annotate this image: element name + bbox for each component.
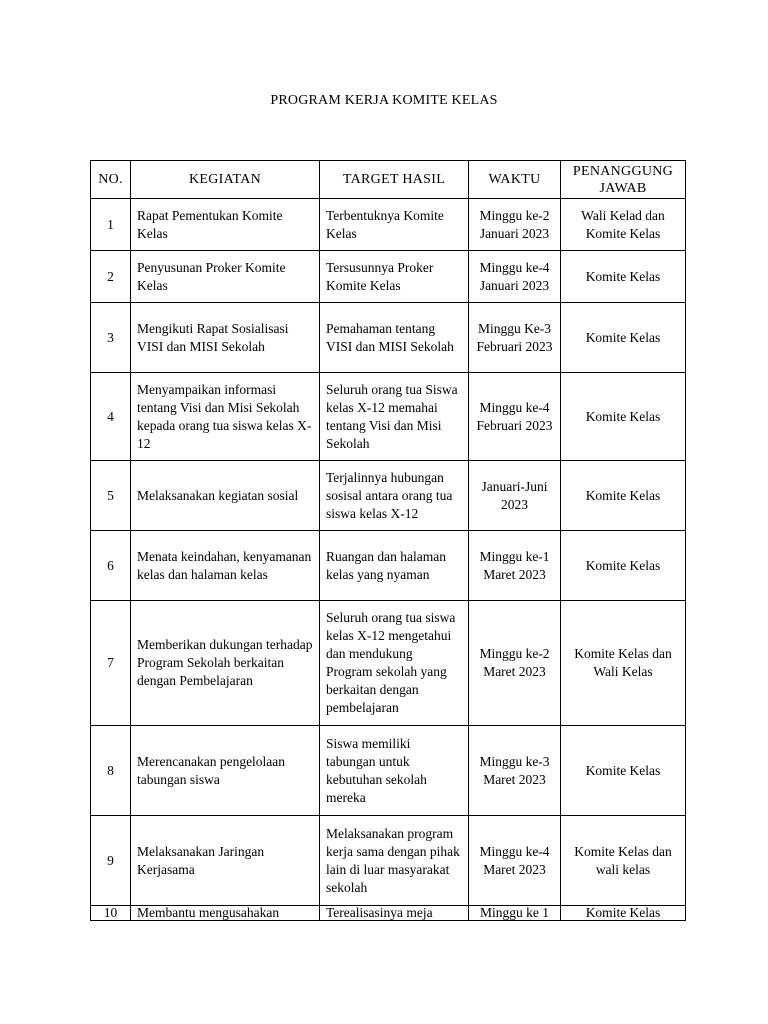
header-target: TARGET HASIL	[320, 161, 469, 199]
cell-penanggung: Komite Kelas	[561, 251, 686, 303]
table-row	[91, 461, 686, 531]
cell-target: Terealisasinya meja	[320, 906, 469, 921]
table-row	[91, 601, 686, 726]
cell-no: 1	[91, 199, 131, 251]
header-penanggung: PENANGGUNG JAWAB	[561, 161, 686, 199]
table-row	[91, 199, 686, 251]
cell-waktu: Minggu Ke-3 Februari 2023	[469, 303, 561, 373]
cell-target: Seluruh orang tua siswa kelas X-12 mengetahui dan mendukung Program sekolah yang berkaitan dengan pembelajaran	[320, 601, 469, 726]
cell-kegiatan: Mengikuti Rapat Sosialisasi VISI dan MISI Sekolah	[131, 303, 320, 373]
cell-waktu: Minggu ke-2 Maret 2023	[469, 601, 561, 726]
cell-kegiatan: Melaksanakan kegiatan sosial	[131, 461, 320, 531]
cell-kegiatan: Menyampaikan informasi tentang Visi dan Misi Sekolah kepada orang tua siswa kelas X-12	[131, 373, 320, 461]
cell-waktu: Minggu ke-4 Maret 2023	[469, 816, 561, 906]
cell-waktu: Minggu ke-4 Februari 2023	[469, 373, 561, 461]
cell-target: Melaksanakan program kerja sama dengan pihak lain di luar masyarakat sekolah	[320, 816, 469, 906]
header-no: NO.	[91, 161, 131, 199]
cell-target: Terjalinnya hubungan sosisal antara orang tua siswa kelas X-12	[320, 461, 469, 531]
cell-waktu: Minggu ke-1 Maret 2023	[469, 531, 561, 601]
cell-kegiatan: Penyusunan Proker Komite Kelas	[131, 251, 320, 303]
cell-target: Ruangan dan halaman kelas yang nyaman	[320, 531, 469, 601]
cell-penanggung: Komite Kelas	[561, 906, 686, 921]
table-row	[91, 816, 686, 906]
table-row	[91, 303, 686, 373]
cell-no: 9	[91, 816, 131, 906]
cell-waktu: Minggu ke-3 Maret 2023	[469, 726, 561, 816]
cell-target: Tersusunnya Proker Komite Kelas	[320, 251, 469, 303]
table-row	[91, 726, 686, 816]
header-kegiatan: KEGIATAN	[131, 161, 320, 199]
cell-no: 6	[91, 531, 131, 601]
cell-target: Pemahaman tentang VISI dan MISI Sekolah	[320, 303, 469, 373]
cell-no: 8	[91, 726, 131, 816]
cell-kegiatan: Menata keindahan, kenyamanan kelas dan halaman kelas	[131, 531, 320, 601]
cell-waktu: Minggu ke-4 Januari 2023	[469, 251, 561, 303]
cell-no: 7	[91, 601, 131, 726]
cell-penanggung: Komite Kelas	[561, 373, 686, 461]
cell-penanggung: Wali Kelad dan Komite Kelas	[561, 199, 686, 251]
program-table	[90, 160, 686, 921]
cell-waktu: Minggu ke 1	[469, 906, 561, 921]
cell-kegiatan: Memberikan dukungan terhadap Program Sekolah berkaitan dengan Pembelajaran	[131, 601, 320, 726]
cell-waktu: Januari-Juni 2023	[469, 461, 561, 531]
cell-no: 10	[91, 906, 131, 921]
table-row	[91, 373, 686, 461]
cell-waktu: Minggu ke-2 Januari 2023	[469, 199, 561, 251]
cell-penanggung: Komite Kelas dan Wali Kelas	[561, 601, 686, 726]
cell-no: 3	[91, 303, 131, 373]
cell-penanggung: Komite Kelas	[561, 531, 686, 601]
cell-no: 5	[91, 461, 131, 531]
cell-penanggung: Komite Kelas dan wali kelas	[561, 816, 686, 906]
table-row	[91, 251, 686, 303]
cell-target: Seluruh orang tua Siswa kelas X-12 memahai tentang Visi dan Misi Sekolah	[320, 373, 469, 461]
cell-target: Siswa memiliki tabungan untuk kebutuhan sekolah mereka	[320, 726, 469, 816]
header-waktu: WAKTU	[469, 161, 561, 199]
cell-penanggung: Komite Kelas	[561, 726, 686, 816]
cell-penanggung: Komite Kelas	[561, 303, 686, 373]
cell-kegiatan: Rapat Pementukan Komite Kelas	[131, 199, 320, 251]
table-header-row	[91, 161, 686, 199]
cell-no: 2	[91, 251, 131, 303]
cell-kegiatan: Merencanakan pengelolaan tabungan siswa	[131, 726, 320, 816]
table-row	[91, 531, 686, 601]
cell-kegiatan: Melaksanakan Jaringan Kerjasama	[131, 816, 320, 906]
page-title: PROGRAM KERJA KOMITE KELAS	[270, 93, 498, 108]
table-row	[91, 906, 686, 921]
cell-no: 4	[91, 373, 131, 461]
cell-penanggung: Komite Kelas	[561, 461, 686, 531]
cell-kegiatan: Membantu mengusahakan	[131, 906, 320, 921]
cell-target: Terbentuknya Komite Kelas	[320, 199, 469, 251]
